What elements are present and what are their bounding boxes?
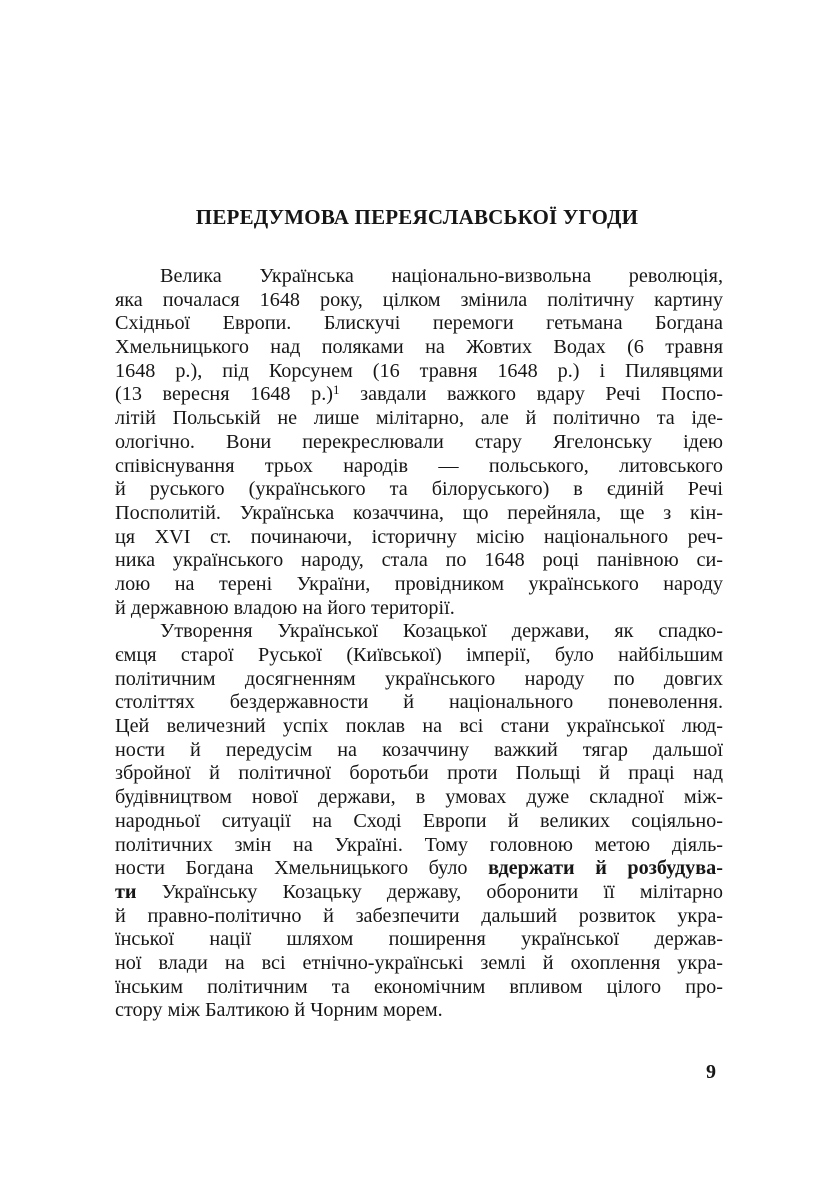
text-fragment: Українську Козацьку державу, оборонити її мілітарно: [136, 880, 723, 903]
chapter-heading: ПЕРЕДУМОВА ПЕРЕЯСЛАВСЬКОЇ УГОДИ: [195, 205, 639, 229]
text-line: 1648 р.), під Корсунем (16 травня 1648 р.) і Пилявцями: [115, 359, 723, 382]
text-line: ця XVI ст. починаючи, історичну місію національного реч-: [115, 525, 723, 548]
text-fragment: ности Богдана Хмельницького було: [115, 857, 489, 880]
text-line: народньої ситуації на Сході Европи й великих соціяльно-: [115, 809, 723, 832]
text-line: й правно-політично й забезпечити дальший розвиток укра-: [115, 904, 723, 927]
text-line: будівництвом нової держави, в умовах дуже складної між-: [115, 786, 723, 809]
emphasized-text: ти: [115, 880, 137, 903]
text-line: стору між Балтикою й Чорним морем.: [115, 999, 443, 1022]
text-line: лою на терені України, провідником українського народу: [115, 572, 723, 595]
text-line: політичним досягненням українського народу по довгих: [115, 667, 723, 690]
text-line: ника українського народу, стала по 1648 році панівною си-: [115, 549, 723, 572]
text-line: й руського (українського та білоруського) в єдиній Речі: [115, 478, 723, 501]
emphasized-text: вдержати й розбудува-: [488, 857, 723, 880]
text-line: яка почалася 1648 року, цілком змінила політичну картину: [115, 288, 723, 311]
text-line: Утворення Української Козацької держави, як спадко-: [160, 620, 723, 643]
text-line: політичних змін на Україні. Тому головною метою діяль-: [115, 833, 723, 856]
text-line: Хмельницького над поляками на Жовтих Водах (6 травня: [115, 336, 723, 359]
footnote-reference: 1: [333, 382, 340, 398]
text-line: літій Польській не лише мілітарно, але й політично та іде-: [115, 407, 723, 430]
text-line: Східньої Европи. Блискучі перемоги гетьмана Богдана: [115, 312, 723, 335]
text-line: ної влади на всі етнічно-українські землі й охоплення укра-: [115, 951, 723, 974]
text-line: Цей величезний успіх поклав на всі стани української люд-: [115, 715, 723, 738]
text-line: ности й передусім на козаччину важкий тягар дальшої: [115, 738, 723, 761]
text-line: Велика Українська національно-визвольна революція,: [160, 265, 723, 287]
text-line: збройної й політичної боротьби проти Польщі й праці над: [115, 762, 723, 785]
text-fragment: (13 вересня 1648 р.): [115, 383, 334, 406]
text-line: їнським політичним та економічним впливом цілого про-: [115, 975, 723, 998]
text-fragment: завдали важкого вдару Речі Поспо-: [339, 383, 723, 406]
text-line: ологічно. Вони перекреслювали стару Ягелонську ідею: [115, 430, 723, 453]
page-number: 9: [706, 1061, 716, 1083]
text-line: їнської нації шляхом поширення української держав-: [115, 928, 723, 951]
text-line: ємця старої Руської (Київської) імперії, було найбільшим: [115, 644, 723, 666]
text-line: століттях бездержавности й національного поневолення.: [115, 691, 723, 714]
text-line: Посполитій. Українська козаччина, що перейняла, ще з кін-: [115, 501, 723, 524]
text-line: [115, 383, 723, 407]
text-line: співіснування трьох народів — польського, литовського: [115, 454, 723, 477]
text-line: [115, 857, 723, 881]
text-line: [115, 881, 723, 905]
text-line: й державною владою на його території.: [115, 596, 455, 619]
body-text: [115, 265, 723, 1023]
